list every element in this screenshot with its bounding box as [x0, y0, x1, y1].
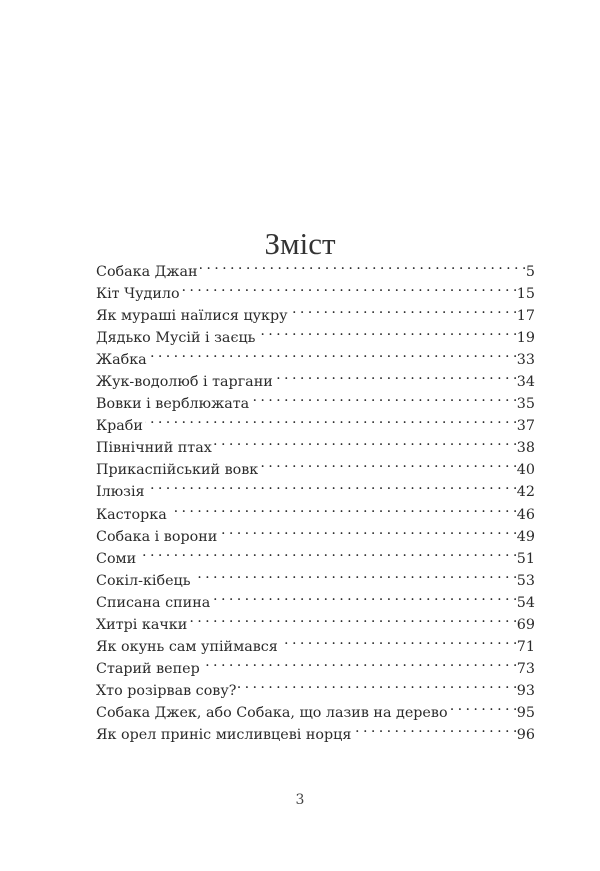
toc-entry-title: Собака і ворони: [96, 528, 218, 545]
toc-entry-title: Північний птах: [96, 440, 212, 457]
toc-entry-page: 96: [516, 726, 535, 743]
page-number: 3: [295, 792, 305, 808]
dot-leader: [145, 408, 517, 430]
toc-entry-title: Старий вепер: [96, 660, 200, 677]
toc-entry-title: Собака Джек, або Собака, що лазив на дерево: [96, 704, 448, 721]
toc-entry-title: Краби: [96, 418, 143, 435]
toc-entry-page: 53: [516, 572, 535, 589]
toc-entry-title: Жук-водолюб і таргани: [96, 374, 273, 391]
toc-entry-page: 17: [516, 308, 535, 325]
toc-entry-page: 95: [516, 704, 535, 721]
toc-entry-page: 54: [516, 594, 535, 611]
toc-entry-title: Як окунь сам упіймався: [96, 638, 278, 655]
toc-entry-title: Жабка: [96, 352, 147, 369]
toc-entry-page: 42: [516, 484, 535, 501]
toc-entry-title: Списана спина: [96, 594, 211, 611]
dot-leader: [238, 673, 516, 695]
dot-leader: [189, 607, 517, 629]
dot-leader: [149, 342, 517, 364]
toc-entry-page: 35: [516, 396, 535, 413]
dot-leader: [260, 452, 517, 474]
dot-leader: [353, 717, 516, 739]
toc-entry: [96, 563, 535, 589]
dot-leader: [202, 651, 517, 673]
toc-entry: [96, 541, 535, 567]
dot-leader: [219, 519, 517, 541]
toc-entry: [96, 497, 535, 523]
dot-leader: [138, 541, 517, 563]
dot-leader: [214, 430, 517, 452]
toc-entry-title: Соми: [96, 550, 137, 567]
toc-entry-title: Сокіл-кібець: [96, 572, 191, 589]
toc-entry: [96, 408, 535, 435]
toc-entry-title: Прикаспійський вовк: [96, 462, 259, 479]
toc-entry: [96, 342, 535, 369]
toc-entry: [96, 474, 535, 501]
dot-leader: [147, 474, 517, 496]
toc-entry-title: Собака Джан: [96, 264, 198, 280]
toc-entry-title: Як орел приніс мисливцеві норця: [96, 726, 352, 743]
toc-entry-page: 5: [525, 264, 535, 280]
dot-leader: [200, 254, 526, 276]
toc-entry: [96, 430, 535, 457]
toc-entry: [96, 364, 535, 391]
dot-leader: [290, 298, 517, 320]
dot-leader: [182, 276, 517, 298]
toc-entry-page: 69: [516, 616, 535, 633]
dot-leader: [193, 563, 517, 585]
toc-entry-page: 19: [516, 330, 535, 347]
toc-entry-title: Кіт Чудило: [96, 286, 180, 303]
dot-leader: [275, 364, 517, 386]
toc-entry-page: 71: [516, 638, 535, 655]
dot-leader: [257, 320, 516, 342]
toc-entry-page: 40: [516, 462, 535, 479]
dot-leader: [212, 585, 517, 607]
toc-entry-page: 34: [516, 374, 535, 391]
toc-entry-page: 15: [516, 286, 535, 303]
page-title: Зміст: [264, 226, 336, 261]
table-of-contents: [96, 254, 535, 743]
dot-leader: [280, 629, 517, 651]
toc-entry-title: Вовки і верблюжата: [96, 396, 250, 413]
toc-entry-page: 33: [516, 352, 535, 369]
dot-leader: [251, 386, 517, 408]
toc-entry-page: 93: [516, 682, 535, 699]
toc-entry-page: 49: [516, 528, 535, 545]
toc-entry: [96, 254, 535, 280]
dot-leader: [450, 695, 517, 717]
toc-entry-page: 46: [516, 506, 535, 523]
toc-entry-title: Ілюзія: [96, 484, 145, 501]
toc-entry-title: Дядько Мусій і заєць: [96, 330, 256, 347]
toc-entry-title: Як мураші наїлися цукру: [96, 308, 288, 325]
toc-entry-title: Хитрі качки: [96, 616, 188, 633]
dot-leader: [169, 497, 517, 519]
toc-entry-page: 73: [516, 660, 535, 677]
toc-entry-page: 38: [516, 440, 535, 457]
toc-entry-page: 51: [516, 550, 535, 567]
toc-entry-title: Касторка: [96, 506, 167, 523]
toc-entry-page: 37: [516, 418, 535, 435]
toc-entry-title: Хто розірвав сову?: [96, 682, 237, 699]
